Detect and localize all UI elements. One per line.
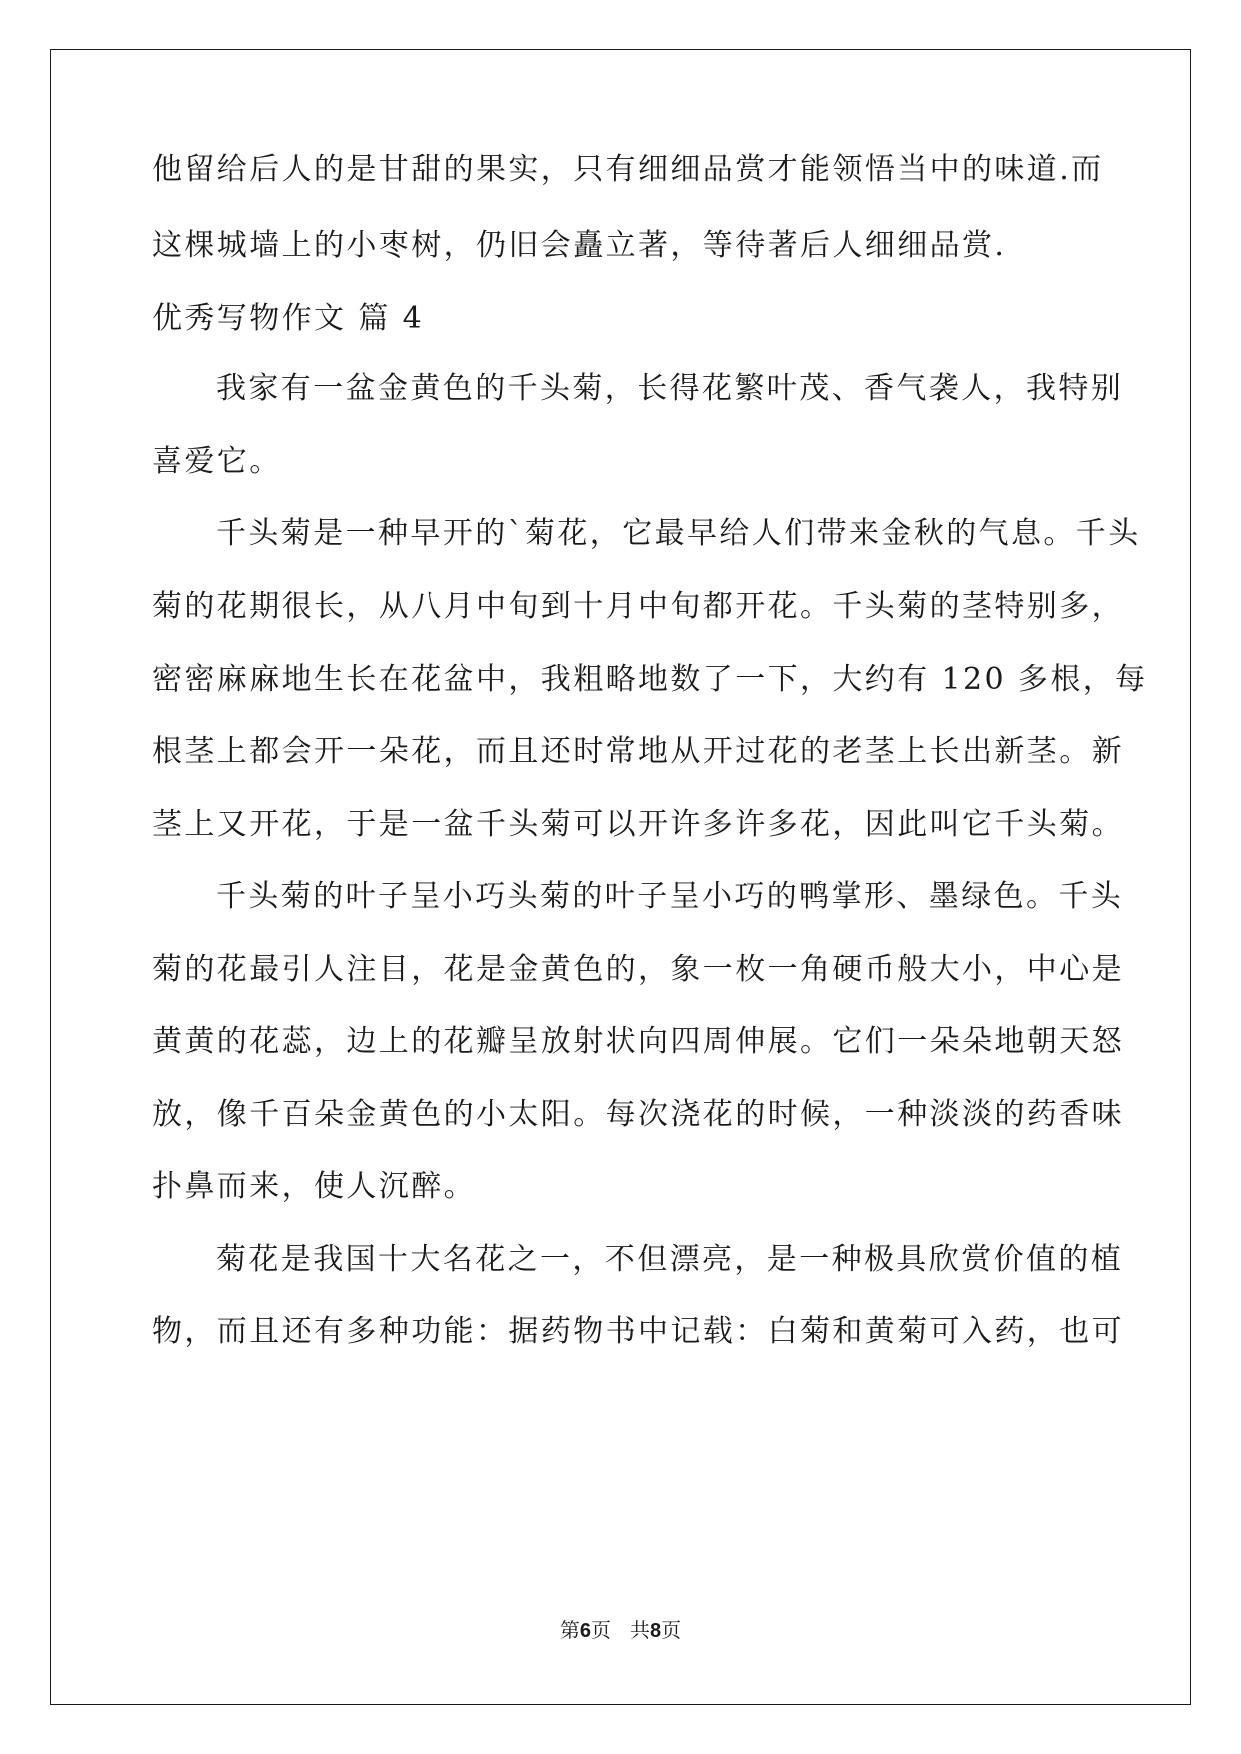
- total-page-number: 8: [650, 1620, 662, 1642]
- text-line: 我家有一盆金黄色的千头菊，长得花繁叶茂、香气袭人，我特别: [216, 371, 1124, 406]
- footer-middle: 页 共: [590, 1618, 651, 1642]
- text-line: 茎上又开花，于是一盆千头菊可以开许多许多花，因此叫它千头菊。: [152, 807, 1124, 842]
- footer-prefix: 第: [559, 1618, 580, 1642]
- text-line: 菊的花最引人注目，花是金黄色的，象一枚一角硬币般大小，中心是: [152, 952, 1124, 987]
- text-line: 根茎上都会开一朵花，而且还时常地从开过花的老茎上长出新茎。新: [152, 734, 1124, 769]
- text-line: 物，而且还有多种功能：据药物书中记载：白菊和黄菊可入药，也可: [152, 1314, 1124, 1349]
- text-line: 菊的花期很长，从八月中旬到十月中旬都开花。千头菊的茎特别多，: [152, 589, 1124, 624]
- page-footer: [0, 1614, 1241, 1643]
- text-line: 他留给后人的是甘甜的果实，只有细细品赏才能领悟当中的味道.而: [152, 152, 1104, 187]
- section-heading: 优秀写物作文 篇 4: [152, 301, 425, 336]
- text-line: 放，像千百朵金黄色的小太阳。每次浇花的时候，一种淡淡的药香味: [152, 1097, 1124, 1132]
- current-page-number: 6: [579, 1620, 591, 1642]
- text-line: 密密麻麻地生长在花盆中，我粗略地数了一下，大约有 120 多根，每: [152, 662, 1148, 697]
- text-line: 千头菊是一种早开的`菊花，它最早给人们带来金秋的气息。千头: [216, 516, 1141, 551]
- text-line: 扑鼻而来，使人沉醉。: [152, 1169, 476, 1204]
- text-line: 千头菊的叶子呈小巧头菊的叶子呈小巧的鸭掌形、墨绿色。千头: [216, 879, 1124, 914]
- text-line: 这棵城墙上的小枣树，仍旧会矗立著，等待著后人细细品赏.: [152, 228, 1007, 263]
- text-line: 菊花是我国十大名花之一，不但漂亮，是一种极具欣赏价值的植: [216, 1242, 1124, 1277]
- footer-suffix: 页: [661, 1618, 682, 1642]
- text-line: 喜爱它。: [152, 444, 282, 479]
- text-line: 黄黄的花蕊，边上的花瓣呈放射状向四周伸展。它们一朵朵地朝天怒: [152, 1024, 1124, 1059]
